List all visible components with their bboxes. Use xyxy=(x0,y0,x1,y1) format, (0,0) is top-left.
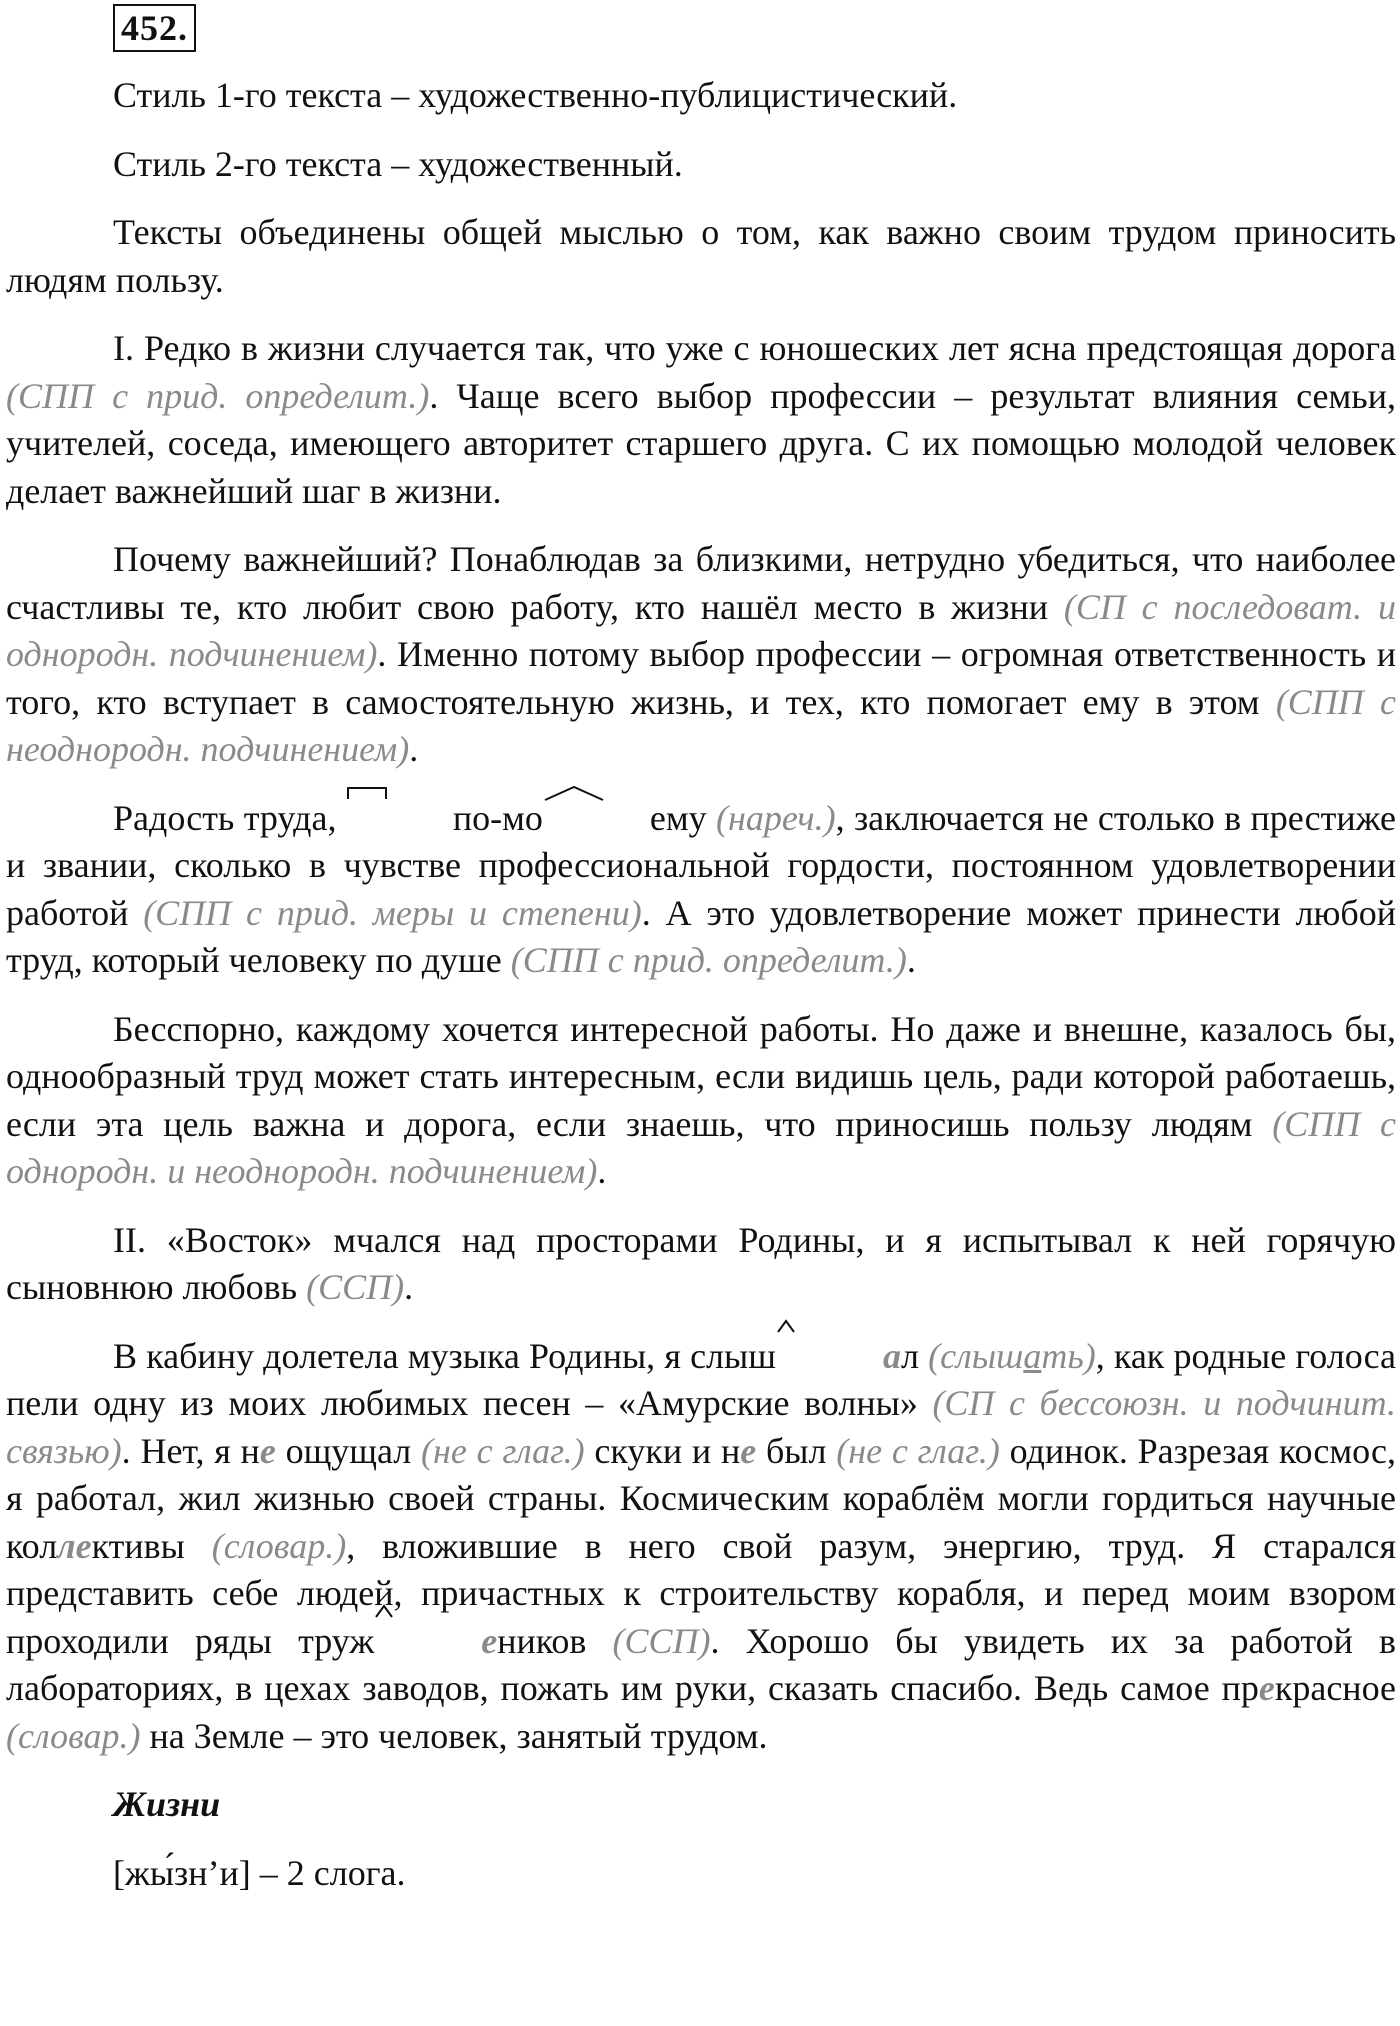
syntax-note: (нареч.) xyxy=(706,797,836,838)
intro-paragraph: Тексты объединены общей мыслью о том, как важно своим трудом приносить людям пользу. xyxy=(6,212,1396,300)
syntax-note: (ССП) xyxy=(306,1267,405,1307)
syntax-note: (словар.) xyxy=(211,1525,347,1566)
paragraph-5: II. «Восток» мчался над просторами Родины, и я испытывал к ней горячую сыновнюю любовь (ССП). xyxy=(6,1219,1396,1307)
paragraph-2: Почему важнейший? Понаблюдав за близкими, нетрудно убедиться, что наиболее счастливы те, кто любит свою работу, кто нашёл место в жизни (СП с последоват. и однородн. подчинением). Именно потому выбор профессии – огромная ответственность и того, кто вступает в самостоятельную жизнь, и тех, кто помогает ему в этом (СПП с неоднородн. подчинением). xyxy=(6,539,1397,769)
style-1-line: Стиль 1-го текста – художественно-публицистический. xyxy=(113,75,958,115)
highlighted-letter: е xyxy=(740,1430,757,1471)
highlighted-letter: ле xyxy=(57,1525,92,1566)
suffix-mark-icon xyxy=(543,785,605,801)
syntax-note: (СП с бессоюзн. и подчинит. связью) xyxy=(6,1383,1397,1471)
syntax-note: (СПП с прид. меры и степени) xyxy=(143,892,642,933)
syntax-note: (СП с последоват. и однородн. подчинением) xyxy=(6,586,1396,674)
syntax-note: (не с глаг.) xyxy=(836,1430,1000,1471)
syntax-note: (ССП) xyxy=(612,1620,711,1661)
syntax-note: (не с глаг.) xyxy=(421,1430,585,1471)
caret-mark-icon xyxy=(776,1319,796,1333)
answer-text xyxy=(6,72,1396,1918)
caret-mark-icon xyxy=(374,1604,394,1618)
syntax-note: (СПП с прид. определит.) xyxy=(510,940,907,980)
prefix-mark-icon xyxy=(346,785,388,799)
stress-mark-letter: а xyxy=(776,1333,901,1381)
syntax-note: (СПП с однородн. и неоднородн. подчинением) xyxy=(6,1103,1396,1191)
style-2-line: Стиль 2-го текста – художественный. xyxy=(113,143,683,184)
syntax-note: (СПП с неоднородн. подчинением) xyxy=(6,681,1397,769)
paragraph-1: I. Редко в жизни случается так, что уже с юношеских лет ясна предстоящая дорога (СПП с прид. определит.). Чаще всего выбор профессии – результат влияния семьи, учителей, соседа, имеющего авторитет старшего друга. С их помощью молодой человек делает важнейший шаг в жизни. xyxy=(6,328,1396,511)
paragraph-6: В кабину долетела музыка Родины, я слыш ал (слышать), как родные голоса пели одну из моих любимых песен – «Амурские волны» (СП с бессоюзн. и подчинит. связью). Нет, я не ощущал (не с глаг.) скуки и не был (не с глаг.) одинок. Разрезая космос, я работал, жил жизнью своей страны. Космическим кораблём могли гордиться научные коллективы (словар.), вложившие в него свой разум, энергию, труд. Я старался представить себе людей, причастных к строительству корабля, и перед моим взором проходили ряды труж еников (ССП). Хорошо бы увидеть их за работой в лабораториях, в цехах заводов, пожать им руки, сказать спасибо. Ведь самое прекрасное (словар.) на Земле – это человек, занятый трудом. xyxy=(6,1333,1396,1761)
phonetic-transcription: [жы́зн’и] – 2 слога. xyxy=(113,1852,406,1893)
task-number: 452. xyxy=(113,4,196,52)
highlighted-letter: е xyxy=(1258,1668,1275,1708)
paragraph-3: Радость труда, по-мо ему (нареч.), заключается не столько в престиже и звании, сколько в чувстве профессиональной гордости, постоянном удовлетворении работой (СПП с прид. меры и степени). А это удовлетворение может принести любой труд, который человеку по душе (СПП с прид. определит.). xyxy=(6,795,1396,985)
suffix-mark-word: ему xyxy=(543,795,707,843)
syntax-note: (словар.) xyxy=(6,1715,141,1756)
word-heading: Жизни xyxy=(113,1784,221,1824)
paragraph-4: Бесспорно, каждому хочется интересной работы. Но даже и внешне, казалось бы, однообразный труд может стать интересным, если видишь цель, ради которой работаешь, если эта цель важна и дорога, если знаешь, что приносишь пользу людям (СПП с однородн. и неоднородн. подчинением). xyxy=(6,1008,1396,1191)
syntax-note: (СПП с прид. определит.) xyxy=(6,375,430,416)
stress-mark-letter: е xyxy=(374,1618,497,1666)
highlighted-letter: е xyxy=(259,1430,276,1471)
prefix-mark-word: по xyxy=(346,795,490,843)
